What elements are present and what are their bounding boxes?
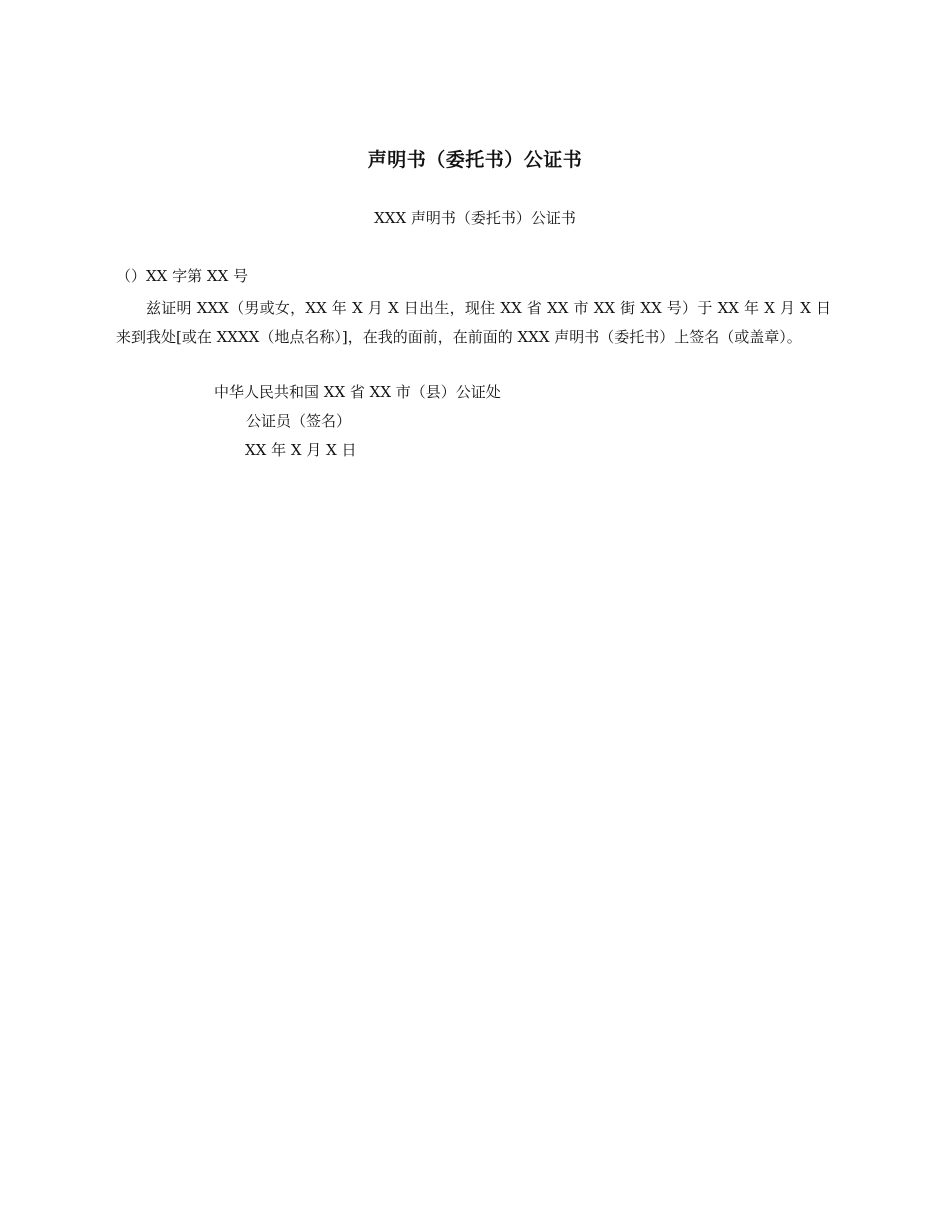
document-number: （）XX 字第 XX 号 <box>116 267 249 285</box>
body-paragraph: 兹证明 XXX（男或女，XX 年 X 月 X 日出生，现住 XX 省 XX 市 XX 街 XX 号）于 XX 年 X 月 X 日来到我处[或在 XXXX（地点名称）]，在我的面前，在前面的 XXX 声明书（委托书）上签名（或盖章）。 <box>116 299 831 346</box>
notary-office: 中华人民共和国 XX 省 XX 市（县）公证处 <box>214 383 501 401</box>
document-title: 声明书（委托书）公证书 <box>367 149 583 171</box>
document-subtitle: XXX 声明书（委托书）公证书 <box>374 209 576 227</box>
document-date: XX 年 X 月 X 日 <box>245 441 357 459</box>
notary-signature: 公证员（签名） <box>246 412 352 430</box>
